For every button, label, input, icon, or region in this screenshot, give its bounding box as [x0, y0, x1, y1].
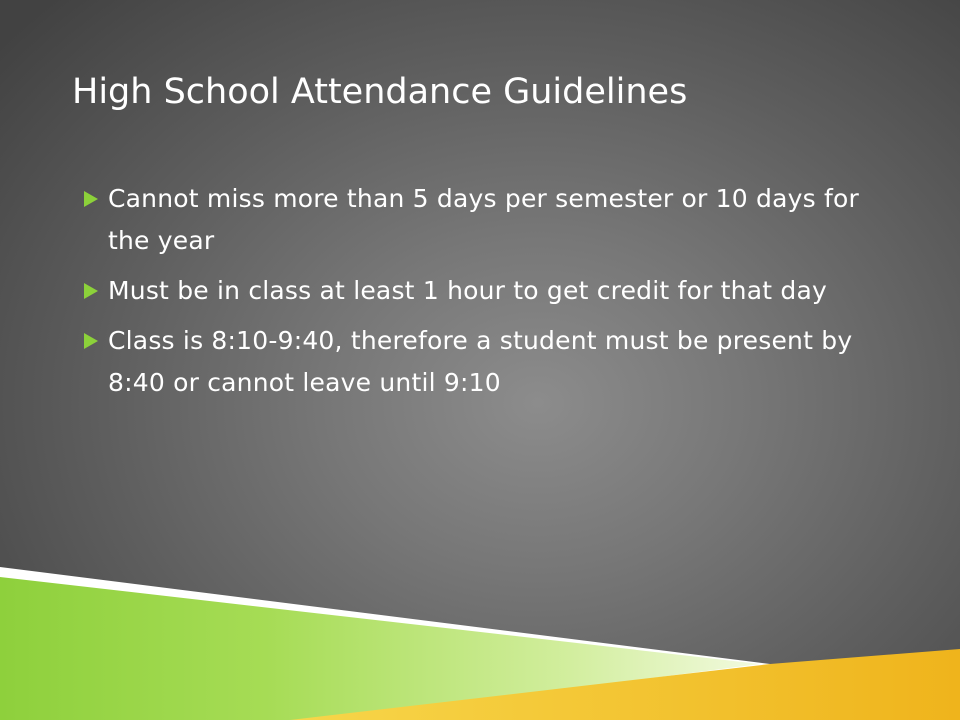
bullet-text: Class is 8:10-9:40, therefore a student must be present by 8:40 or cannot leave until 9:10 — [108, 326, 853, 397]
bullet-text: Must be in class at least 1 hour to get credit for that day — [108, 276, 827, 305]
slide-title: High School Attendance Guidelines — [72, 72, 688, 112]
bullet-text: Cannot miss more than 5 days per semester or 10 days for the year — [108, 184, 859, 255]
